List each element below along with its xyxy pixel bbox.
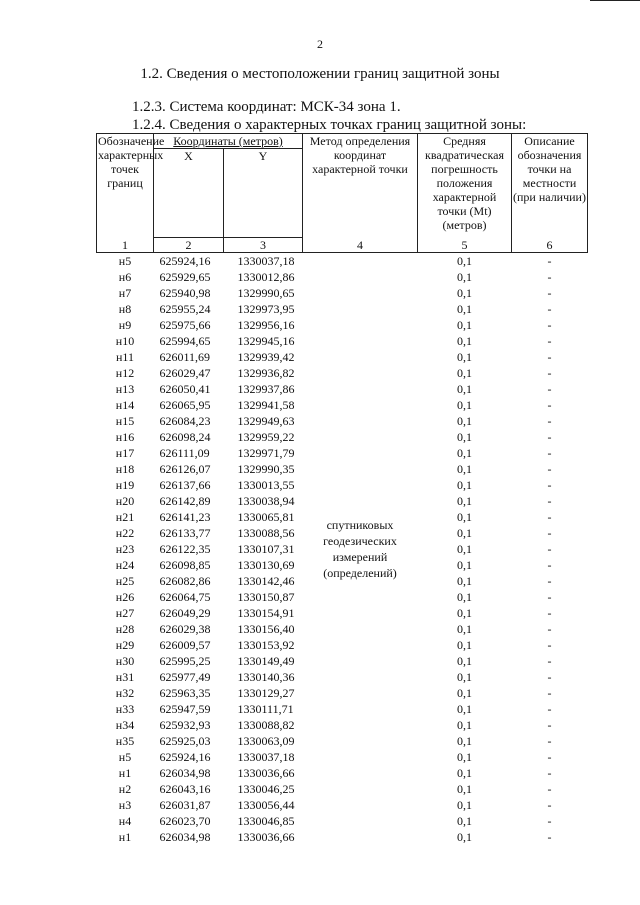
description-cell: - (547, 718, 552, 732)
x-coordinate-cell: 626133,77 (159, 526, 211, 540)
point-id-cell: н16 (115, 430, 135, 444)
y-coordinate-cell: 1330154,91 (237, 606, 295, 620)
y-coordinate-cell: 1330036,66 (237, 830, 295, 844)
description-cell: - (547, 590, 552, 604)
description-cell: - (547, 350, 552, 364)
description-cell: - (547, 494, 552, 508)
accuracy-cell: 0,1 (457, 766, 472, 780)
accuracy-cell: 0,1 (457, 670, 472, 684)
coordinate-system-line: 1.2.3. Система координат: МСК-34 зона 1. (132, 99, 401, 115)
x-coordinate-cell: 626098,24 (159, 430, 211, 444)
description-cell: - (547, 782, 552, 796)
header-coordinates: Координаты (метров) (154, 134, 303, 149)
y-coordinate-cell: 1330130,69 (237, 558, 295, 572)
table-body (97, 253, 588, 846)
x-coordinate-cell: 626023,70 (159, 814, 211, 828)
y-coordinate-cell: 1330038,94 (237, 494, 295, 508)
boundary-points-table (96, 133, 588, 845)
y-coordinate-cell: 1330156,40 (237, 622, 295, 636)
x-coordinate-cell: 626031,87 (159, 798, 211, 812)
x-coordinate-cell: 626029,38 (159, 622, 211, 636)
accuracy-cell: 0,1 (457, 382, 472, 396)
x-coordinate-cell: 626034,98 (159, 830, 211, 844)
description-cell: - (547, 654, 552, 668)
header-designation: Обозначение характерных точек границ (97, 134, 154, 238)
accuracy-cell: 0,1 (457, 750, 472, 764)
y-coordinate-cell: 1330036,66 (237, 766, 295, 780)
x-coordinate-cell: 626126,07 (159, 462, 211, 476)
y-coordinate-cell: 1330037,18 (237, 750, 295, 764)
x-coordinate-cell: 626122,35 (159, 542, 211, 556)
accuracy-cell: 0,1 (457, 574, 472, 588)
x-coordinate-cell: 626064,75 (159, 590, 211, 604)
description-cell: - (547, 286, 552, 300)
accuracy-cell: 0,1 (457, 638, 472, 652)
y-coordinate-cell: 1330063,09 (237, 734, 295, 748)
x-coordinate-cell: 625929,65 (159, 270, 211, 284)
description-cell: - (547, 830, 552, 844)
accuracy-cell: 0,1 (457, 734, 472, 748)
point-id-cell: н13 (115, 382, 135, 396)
x-coordinate-cell: 625977,49 (159, 670, 211, 684)
y-coordinate-cell: 1330107,31 (237, 542, 295, 556)
description-cell: - (547, 686, 552, 700)
header-method: Метод определения координат характерной точки (303, 134, 418, 238)
x-coordinate-cell: 626043,16 (159, 782, 211, 796)
accuracy-cell: 0,1 (457, 446, 472, 460)
description-cell: - (547, 670, 552, 684)
accuracy-cell: 0,1 (457, 366, 472, 380)
accuracy-cell: 0,1 (457, 302, 472, 316)
x-coordinate-cell: 625940,98 (159, 286, 211, 300)
point-id-cell: н21 (115, 510, 135, 524)
description-cell: - (547, 334, 552, 348)
y-coordinate-cell: 1329990,65 (237, 286, 295, 300)
x-coordinate-cell: 626141,23 (159, 510, 211, 524)
y-coordinate-cell: 1330150,87 (237, 590, 295, 604)
x-coordinate-cell: 625925,03 (159, 734, 211, 748)
accuracy-cell: 0,1 (457, 622, 472, 636)
description-cell: - (547, 366, 552, 380)
description-cell: - (547, 734, 552, 748)
section-heading: 1.2. Сведения о местоположении границ защитной зоны (140, 66, 500, 82)
point-id-cell: н30 (115, 654, 135, 668)
accuracy-cell: 0,1 (457, 590, 472, 604)
y-coordinate-cell: 1330012,86 (237, 270, 295, 284)
description-cell: - (547, 462, 552, 476)
description-cell: - (547, 606, 552, 620)
points-info-line: 1.2.4. Сведения о характерных точках границ защитной зоны: (132, 117, 527, 133)
accuracy-cell: 0,1 (457, 798, 472, 812)
point-id-cell: н26 (115, 590, 135, 604)
description-cell: - (547, 558, 552, 572)
accuracy-cell: 0,1 (457, 542, 472, 556)
y-coordinate-cell: 1329973,95 (237, 302, 295, 316)
y-coordinate-cell: 1330129,27 (237, 686, 295, 700)
column-number-row (97, 238, 588, 253)
point-id-cell: н22 (115, 526, 135, 540)
x-coordinate-cell: 625947,59 (159, 702, 211, 716)
point-id-cell: н24 (115, 558, 135, 572)
accuracy-cell: 0,1 (457, 318, 472, 332)
point-id-cell: н19 (115, 478, 135, 492)
column-number: 2 (154, 238, 224, 253)
x-coordinate-cell: 626049,29 (159, 606, 211, 620)
y-coordinate-cell: 1329939,42 (237, 350, 295, 364)
x-coordinate-cell: 626098,85 (159, 558, 211, 572)
point-id-cell: н4 (118, 814, 132, 828)
y-coordinate-cell: 1330046,25 (237, 782, 295, 796)
y-coordinate-cell: 1329959,22 (237, 430, 295, 444)
description-cell: - (547, 478, 552, 492)
point-id-cell: н31 (115, 670, 135, 684)
x-coordinate-cell: 626111,09 (159, 446, 210, 460)
accuracy-cell: 0,1 (457, 494, 472, 508)
page-number: 2 (317, 37, 323, 51)
point-id-cell: н14 (115, 398, 135, 412)
point-id-cell: н5 (118, 254, 132, 268)
point-id-cell: н17 (115, 446, 135, 460)
point-id-cell: н23 (115, 542, 135, 556)
column-number: 5 (418, 238, 512, 253)
accuracy-cell: 0,1 (457, 478, 472, 492)
x-coordinate-cell: 626137,66 (159, 478, 211, 492)
point-id-cell: н12 (115, 366, 135, 380)
accuracy-cell: 0,1 (457, 462, 472, 476)
point-id-cell: н29 (115, 638, 135, 652)
point-id-cell: н32 (115, 686, 135, 700)
description-cell: - (547, 318, 552, 332)
x-coordinate-cell: 625963,35 (159, 686, 211, 700)
point-id-cell: н6 (118, 270, 132, 284)
description-cell: - (547, 814, 552, 828)
point-id-cell: н35 (115, 734, 135, 748)
point-id-cell: н2 (118, 782, 132, 796)
accuracy-cell: 0,1 (457, 814, 472, 828)
accuracy-cell: 0,1 (457, 526, 472, 540)
point-id-cell: н7 (118, 286, 132, 300)
y-coordinate-cell: 1330088,56 (237, 526, 295, 540)
accuracy-cell: 0,1 (457, 686, 472, 700)
x-coordinate-cell: 625924,16 (159, 254, 211, 268)
header-accuracy: Средняя квадратическая погрешность положения характерной точки (Mt) (метров) (418, 134, 512, 238)
x-coordinate-cell: 625995,25 (159, 654, 211, 668)
y-coordinate-cell: 1330153,92 (237, 638, 295, 652)
description-cell: - (547, 254, 552, 268)
y-coordinate-cell: 1330046,85 (237, 814, 295, 828)
description-cell: - (547, 638, 552, 652)
point-id-cell: н9 (118, 318, 132, 332)
point-id-cell: н11 (116, 350, 134, 364)
point-id-cell: н20 (115, 494, 135, 508)
y-coordinate-cell: 1329945,16 (237, 334, 295, 348)
y-coordinate-cell: 1329990,35 (237, 462, 295, 476)
column-number: 1 (97, 238, 154, 253)
header-y: Y (224, 149, 303, 238)
accuracy-cell: 0,1 (457, 606, 472, 620)
y-coordinate-cell: 1329956,16 (237, 318, 295, 332)
point-id-cell: н8 (118, 302, 132, 316)
point-id-cell: н1 (118, 766, 132, 780)
accuracy-cell: 0,1 (457, 718, 472, 732)
point-id-cell: н27 (115, 606, 135, 620)
y-coordinate-cell: 1330056,44 (237, 798, 295, 812)
description-cell: - (547, 430, 552, 444)
point-id-cell: н15 (115, 414, 135, 428)
x-coordinate-cell: 626142,89 (159, 494, 211, 508)
description-cell: - (547, 382, 552, 396)
accuracy-cell: 0,1 (457, 702, 472, 716)
accuracy-cell: 0,1 (457, 510, 472, 524)
accuracy-cell: 0,1 (457, 254, 472, 268)
accuracy-cell: 0,1 (457, 558, 472, 572)
y-coordinate-cell: 1329941,58 (237, 398, 295, 412)
description-cell: - (547, 622, 552, 636)
y-coordinate-cell: 1330065,81 (237, 510, 295, 524)
x-coordinate-cell: 626034,98 (159, 766, 211, 780)
x-coordinate-cell: 625955,24 (159, 302, 211, 316)
x-coordinate-cell: 626082,86 (159, 574, 211, 588)
description-cell: - (547, 302, 552, 316)
description-cell: - (547, 702, 552, 716)
description-cell: - (547, 446, 552, 460)
y-coordinate-cell: 1330149,49 (237, 654, 295, 668)
x-coordinate-cell: 625924,16 (159, 750, 211, 764)
point-id-cell: н1 (118, 830, 132, 844)
point-id-cell: н10 (115, 334, 135, 348)
column-number: 6 (512, 238, 588, 253)
x-coordinate-cell: 626011,69 (159, 350, 211, 364)
accuracy-cell: 0,1 (457, 782, 472, 796)
description-cell: - (547, 526, 552, 540)
accuracy-cell: 0,1 (457, 398, 472, 412)
description-cell: - (547, 398, 552, 412)
accuracy-cell: 0,1 (457, 414, 472, 428)
table-row (97, 253, 588, 270)
description-cell: - (547, 510, 552, 524)
y-coordinate-cell: 1330088,82 (237, 718, 295, 732)
y-coordinate-cell: 1329971,79 (237, 446, 295, 460)
column-number: 4 (303, 238, 418, 253)
y-coordinate-cell: 1330140,36 (237, 670, 295, 684)
method-text: спутниковых геодезических измерений (определений) (323, 518, 397, 580)
accuracy-cell: 0,1 (457, 270, 472, 284)
y-coordinate-cell: 1330111,71 (237, 702, 294, 716)
y-coordinate-cell: 1330142,46 (237, 574, 295, 588)
point-id-cell: н5 (118, 750, 132, 764)
y-coordinate-cell: 1329949,63 (237, 414, 295, 428)
accuracy-cell: 0,1 (457, 430, 472, 444)
description-cell: - (547, 750, 552, 764)
y-coordinate-cell: 1330013,55 (237, 478, 295, 492)
x-coordinate-cell: 625994,65 (159, 334, 211, 348)
description-cell: - (547, 542, 552, 556)
y-coordinate-cell: 1329937,86 (237, 382, 295, 396)
accuracy-cell: 0,1 (457, 350, 472, 364)
description-cell: - (547, 414, 552, 428)
description-cell: - (547, 798, 552, 812)
column-number: 3 (224, 238, 303, 253)
description-cell: - (547, 574, 552, 588)
accuracy-cell: 0,1 (457, 654, 472, 668)
x-coordinate-cell: 626050,41 (159, 382, 211, 396)
description-cell: - (547, 766, 552, 780)
y-coordinate-cell: 1330037,18 (237, 254, 295, 268)
x-coordinate-cell: 625932,93 (159, 718, 211, 732)
point-id-cell: н34 (115, 718, 135, 732)
point-id-cell: н3 (118, 798, 132, 812)
point-id-cell: н18 (115, 462, 135, 476)
accuracy-cell: 0,1 (457, 334, 472, 348)
y-coordinate-cell: 1329936,82 (237, 366, 295, 380)
header-description: Описание обозначения точки на местности (при наличии) (512, 134, 588, 238)
scan-edge-mark (590, 0, 640, 1)
point-id-cell: н25 (115, 574, 135, 588)
accuracy-cell: 0,1 (457, 830, 472, 844)
x-coordinate-cell: 626009,57 (159, 638, 211, 652)
x-coordinate-cell: 626065,95 (159, 398, 211, 412)
x-coordinate-cell: 625975,66 (159, 318, 211, 332)
header-x: X (154, 149, 224, 238)
x-coordinate-cell: 626084,23 (159, 414, 211, 428)
method-cell (303, 253, 418, 846)
accuracy-cell: 0,1 (457, 286, 472, 300)
point-id-cell: н33 (115, 702, 135, 716)
point-id-cell: н28 (115, 622, 135, 636)
x-coordinate-cell: 626029,47 (159, 366, 211, 380)
description-cell: - (547, 270, 552, 284)
